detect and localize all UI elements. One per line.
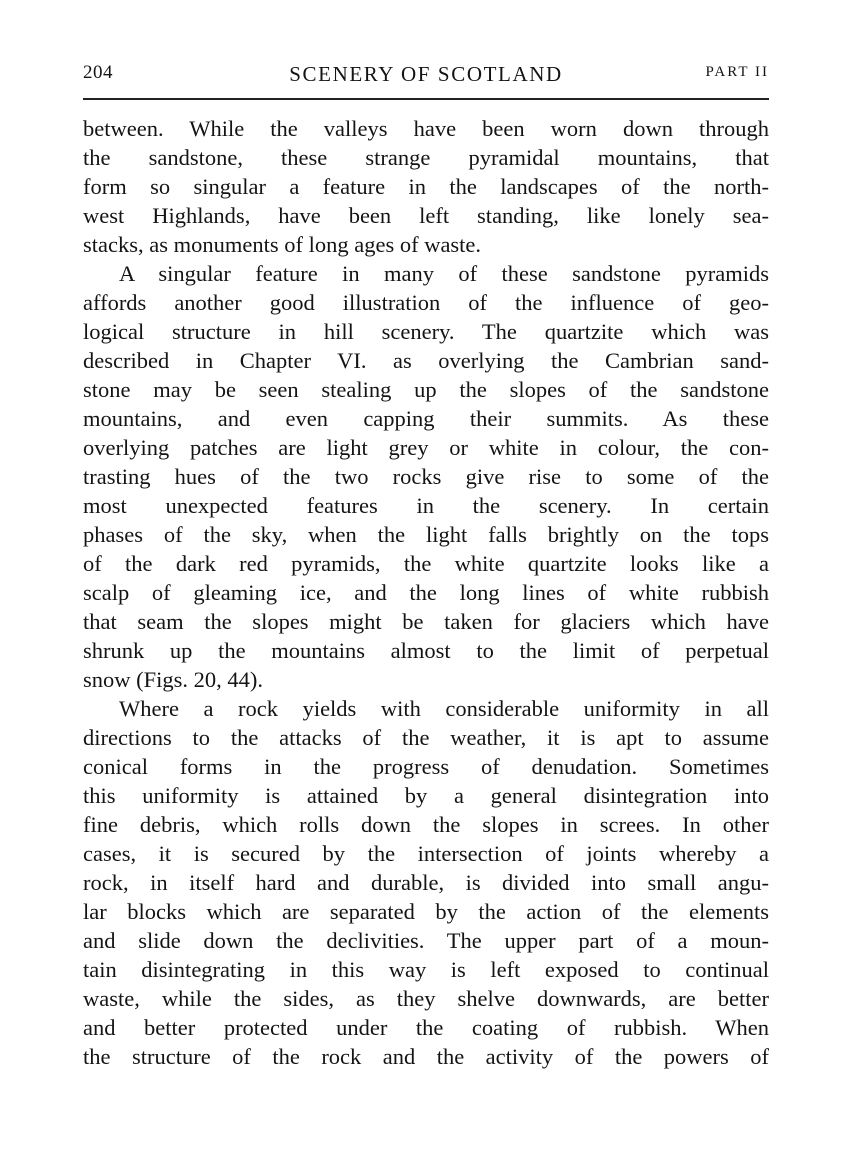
text-line: of the dark red pyramids, the white quartzite looks like a	[83, 551, 769, 576]
text-line: directions to the attacks of the weather, it is apt to assume	[83, 725, 769, 750]
text-line: Where a rock yields with considerable uniformity in all	[119, 696, 769, 721]
header-rule	[83, 98, 769, 100]
text-line: stacks, as monuments of long ages of waste.	[83, 232, 482, 257]
text-line: A singular feature in many of these sandstone pyramids	[119, 261, 769, 286]
text-line: trasting hues of the two rocks give rise to some of the	[83, 464, 769, 489]
text-line: form so singular a feature in the landscapes of the north-	[83, 174, 769, 199]
text-line: and better protected under the coating of rubbish. When	[83, 1015, 769, 1040]
text-line: scalp of gleaming ice, and the long lines of white rubbish	[83, 580, 769, 605]
text-line: phases of the sky, when the light falls brightly on the tops	[83, 522, 769, 547]
text-line: mountains, and even capping their summits. As these	[83, 406, 769, 431]
text-line: waste, while the sides, as they shelve downwards, are better	[83, 986, 769, 1011]
text-line: and slide down the declivities. The upper part of a moun-	[83, 928, 769, 953]
running-title: SCENERY OF SCOTLAND	[289, 62, 563, 86]
text-line: between. While the valleys have been worn down through	[83, 116, 769, 141]
paragraph	[83, 114, 769, 259]
text-line: lar blocks which are separated by the action of the elements	[83, 899, 769, 924]
page-number: 204	[83, 62, 113, 83]
text-line: stone may be seen stealing up the slopes of the sandstone	[83, 377, 769, 402]
text-line: the structure of the rock and the activity of the powers of	[83, 1044, 769, 1069]
text-line: that seam the slopes might be taken for glaciers which have	[83, 609, 769, 634]
text-line: conical forms in the progress of denudation. Sometimes	[83, 754, 769, 779]
text-line: west Highlands, have been left standing, like lonely sea-	[83, 203, 769, 228]
text-line: overlying patches are light grey or white in colour, the con-	[83, 435, 769, 460]
text-line: rock, in itself hard and durable, is divided into small angu-	[83, 870, 769, 895]
part-label: PART II	[705, 64, 769, 80]
running-header	[83, 62, 769, 92]
text-line: most unexpected features in the scenery. In certain	[83, 493, 769, 518]
text-line: tain disintegrating in this way is left exposed to continual	[83, 957, 769, 982]
text-line: this uniformity is attained by a general disintegration into	[83, 783, 769, 808]
text-line: shrunk up the mountains almost to the limit of perpetual	[83, 638, 769, 663]
text-line: snow (Figs. 20, 44).	[83, 667, 264, 692]
text-line: the sandstone, these strange pyramidal mountains, that	[83, 145, 769, 170]
text-line: described in Chapter VI. as overlying the Cambrian sand-	[83, 348, 769, 373]
text-line: logical structure in hill scenery. The quartzite which was	[83, 319, 769, 344]
paragraph	[83, 259, 769, 694]
body-text	[83, 114, 769, 1071]
paragraph	[83, 694, 769, 1071]
text-line: fine debris, which rolls down the slopes in screes. In other	[83, 812, 769, 837]
text-line: cases, it is secured by the intersection of joints whereby a	[83, 841, 769, 866]
text-line: affords another good illustration of the influence of geo-	[83, 290, 769, 315]
